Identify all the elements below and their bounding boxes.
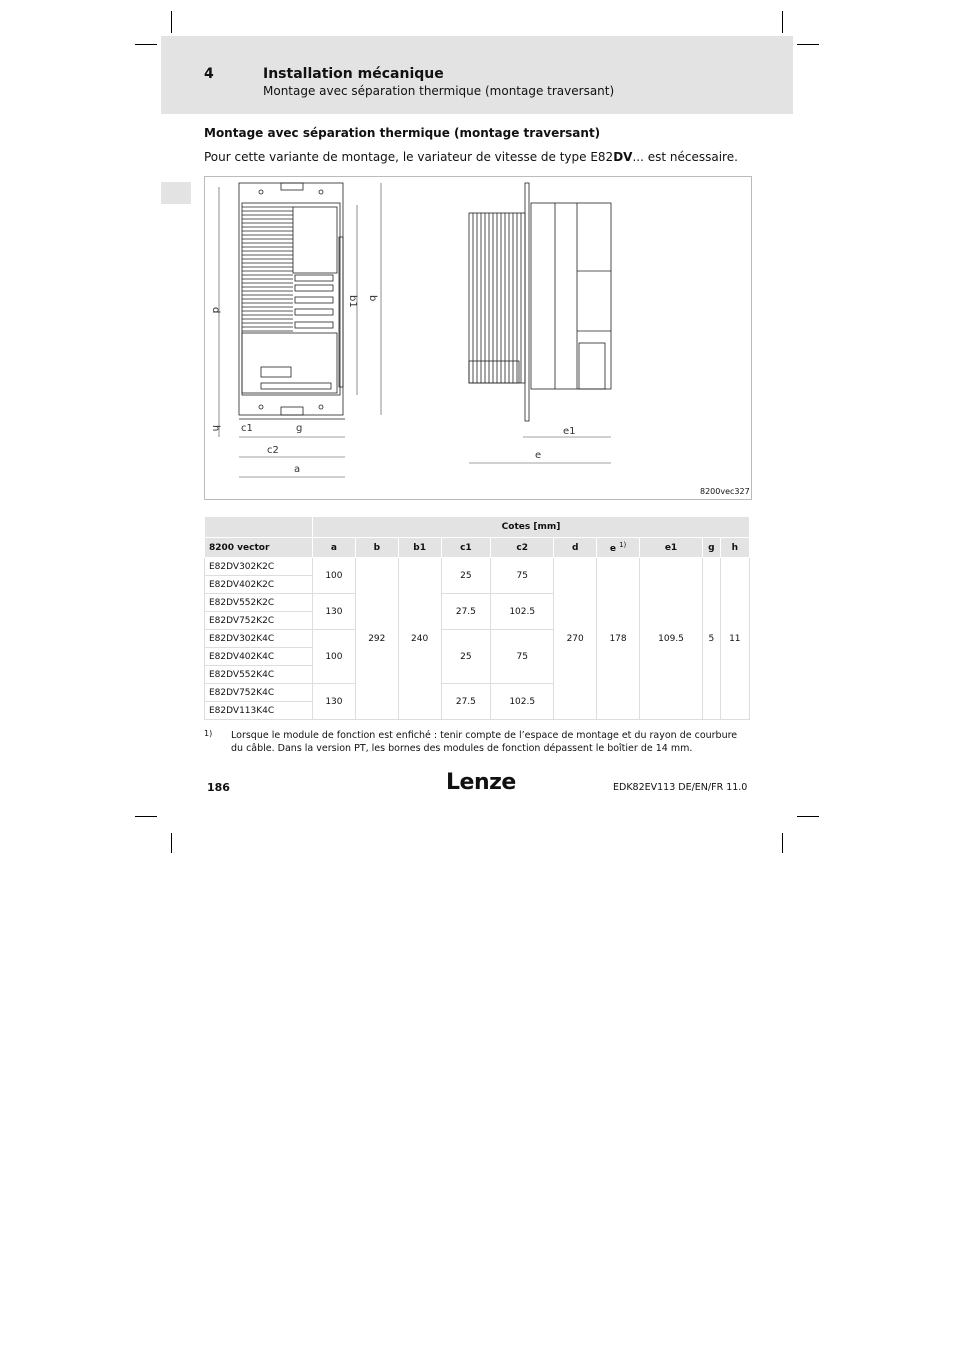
cell-a: 130 <box>313 684 356 720</box>
table-header-b: b <box>355 538 398 558</box>
dimensions-table <box>204 516 750 720</box>
dim-label-c1: c1 <box>241 423 253 434</box>
table-group-header: Cotes [mm] <box>313 517 750 538</box>
section-title: Montage avec séparation thermique (montage traversant) <box>204 126 601 140</box>
model-cell: E82DV752K2C <box>205 612 313 630</box>
crop-mark <box>782 11 783 33</box>
cell-c2: 102.5 <box>491 684 554 720</box>
cell-a: 100 <box>313 558 356 594</box>
table-header-a: a <box>313 538 356 558</box>
cell-b1: 240 <box>398 558 441 720</box>
front-view <box>239 183 345 419</box>
table-header-b1: b1 <box>398 538 441 558</box>
crop-mark <box>171 11 172 33</box>
cell-d: 270 <box>554 558 597 720</box>
table-header-h: h <box>720 538 749 558</box>
model-cell: E82DV113K4C <box>205 702 313 720</box>
chapter-title: Installation mécanique <box>263 66 444 82</box>
table-header-blank <box>205 517 313 538</box>
cell-c1: 27.5 <box>441 684 491 720</box>
dim-label-b: b <box>367 295 378 302</box>
side-dimension-labels <box>535 426 576 461</box>
cell-b: 292 <box>355 558 398 720</box>
document-reference: EDK82EV113 DE/EN/FR 11.0 <box>613 782 748 793</box>
crop-mark <box>171 833 172 853</box>
table-header-d: d <box>554 538 597 558</box>
model-cell: E82DV552K4C <box>205 666 313 684</box>
cell-c2: 102.5 <box>491 594 554 630</box>
chapter-number: 4 <box>204 66 214 82</box>
table-header-c1: c1 <box>441 538 491 558</box>
table-header-e <box>597 538 640 558</box>
cell-a: 130 <box>313 594 356 630</box>
dim-label-h: h <box>210 425 221 432</box>
cell-c1: 27.5 <box>441 594 491 630</box>
cell-a: 100 <box>313 630 356 684</box>
crop-mark <box>135 44 157 45</box>
intro-text-before: Pour cette variante de montage, le variateur de vitesse de type E82 <box>204 150 614 164</box>
cell-c2: 75 <box>491 630 554 684</box>
table-header-model: 8200 vector <box>205 538 313 558</box>
table-header-e1: e1 <box>639 538 702 558</box>
cell-c1: 25 <box>441 630 491 684</box>
cell-c2: 75 <box>491 558 554 594</box>
dim-label-b1: b1 <box>347 295 358 308</box>
dim-label-e1: e1 <box>563 426 576 437</box>
cell-e1: 109.5 <box>639 558 702 720</box>
lenze-logo: Lenze <box>446 770 516 795</box>
drawing-svg <box>205 177 751 499</box>
chapter-subtitle: Montage avec séparation thermique (montage traversant) <box>263 84 615 98</box>
dim-label-c2: c2 <box>267 445 279 456</box>
intro-paragraph <box>204 150 738 164</box>
crop-mark <box>135 816 157 817</box>
dim-label-a: a <box>294 464 301 475</box>
table-header-c2: c2 <box>491 538 554 558</box>
page-number: 186 <box>207 781 230 794</box>
dim-label-g: g <box>296 423 303 434</box>
footnote-ref: 1) <box>619 541 627 549</box>
crop-mark <box>797 44 819 45</box>
footnote-text: Lorsque le module de fonction est enfiché : tenir compte de l’espace de montage et du rayon de courbure du câble. Dans la version PT, les bornes des modules de fonction dépassent le boîtier de 14 mm. <box>231 730 738 754</box>
model-cell: E82DV552K2C <box>205 594 313 612</box>
intro-text-bold: DV <box>613 150 633 164</box>
heatsink-fins <box>242 207 293 331</box>
dim-label-e: e <box>535 450 542 461</box>
table-row <box>205 558 750 576</box>
side-view <box>469 183 611 421</box>
model-cell: E82DV402K2C <box>205 576 313 594</box>
model-cell: E82DV752K4C <box>205 684 313 702</box>
front-dimension-labels <box>210 295 378 475</box>
chapter-header-band <box>161 36 793 114</box>
crop-mark <box>782 833 783 853</box>
figure-code: 8200vec327 <box>700 487 750 496</box>
dim-label-d: d <box>210 307 221 314</box>
dimension-drawing <box>204 176 752 500</box>
model-cell: E82DV402K4C <box>205 648 313 666</box>
side-tab-marker <box>161 182 191 204</box>
table-header-e-label: e <box>609 544 616 554</box>
cell-c1: 25 <box>441 558 491 594</box>
model-cell: E82DV302K4C <box>205 630 313 648</box>
table-header-g: g <box>703 538 721 558</box>
model-cell: E82DV302K2C <box>205 558 313 576</box>
crop-mark <box>797 816 819 817</box>
intro-text-after: ... est nécessaire. <box>632 150 738 164</box>
cell-h: 11 <box>720 558 749 720</box>
footnote-mark: 1) <box>204 729 213 738</box>
cell-e: 178 <box>597 558 640 720</box>
cell-g: 5 <box>703 558 721 720</box>
